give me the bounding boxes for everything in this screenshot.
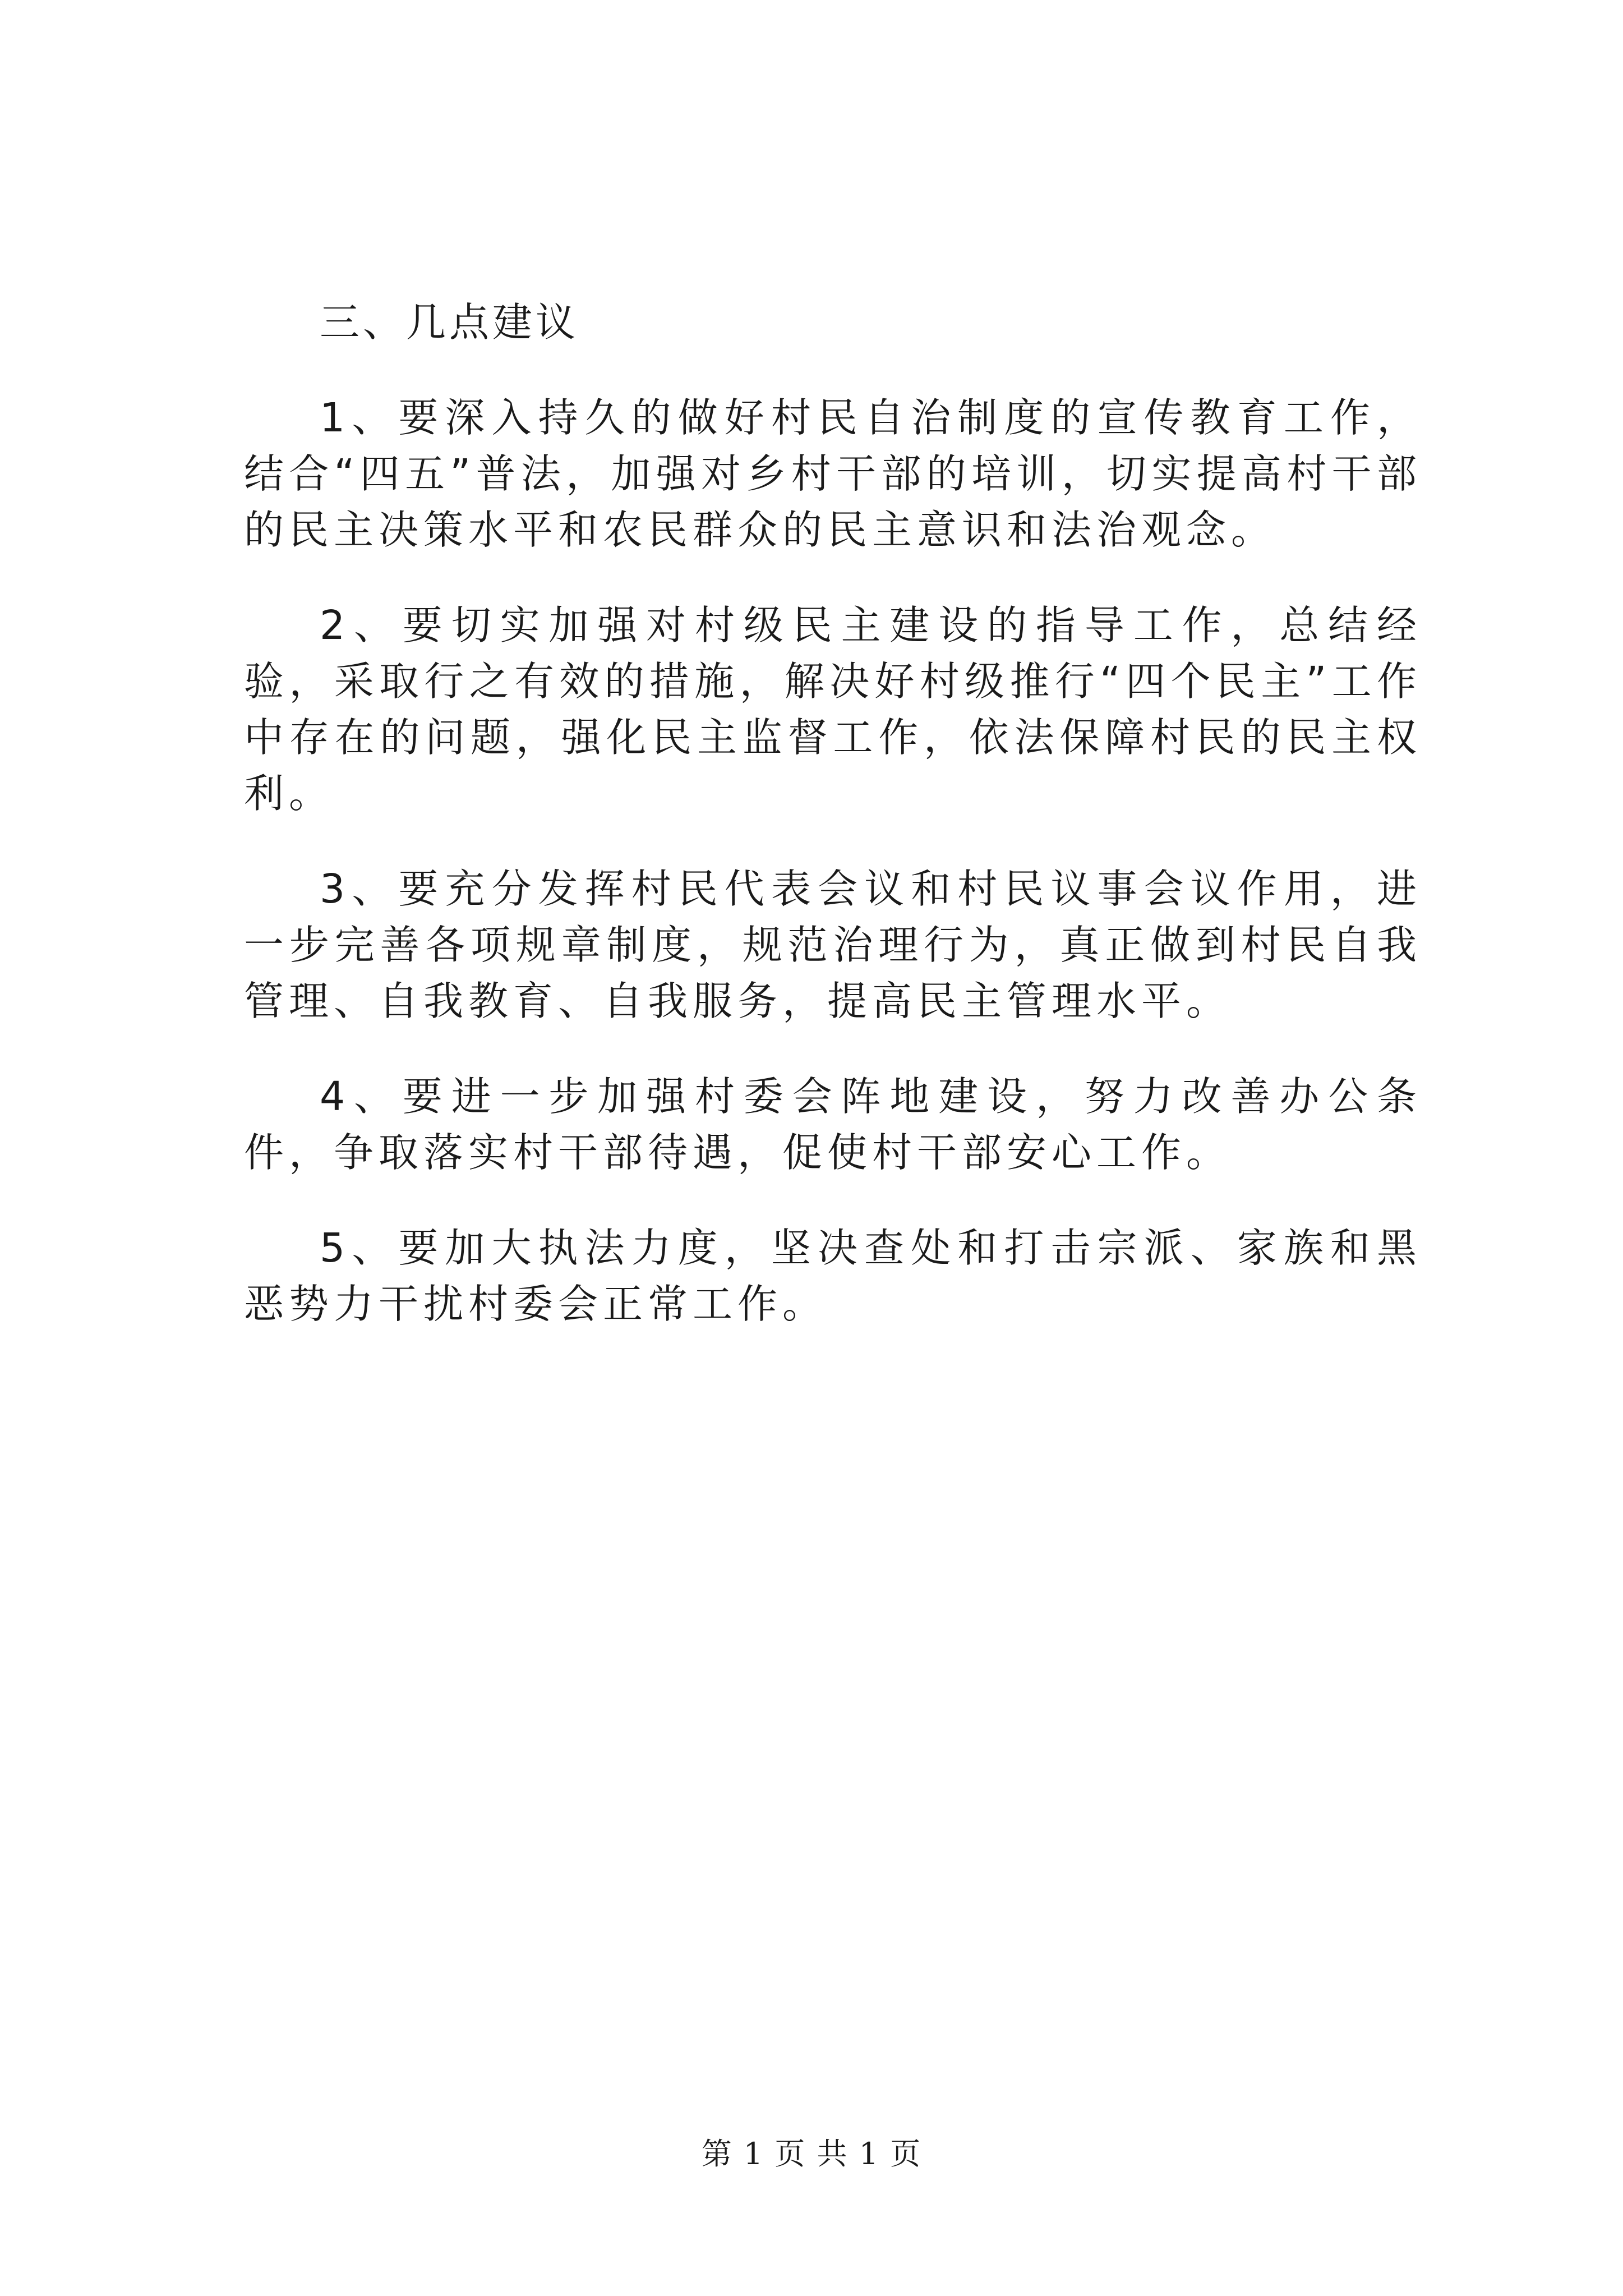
recommendation-paragraph-4: 4、要进一步加强村委会阵地建设，努力改善办公条件，争取落实村干部待遇，促使村干部安心工作。 [244, 1073, 1422, 1176]
recommendation-paragraph-5: 5、要加大执法力度，坚决查处和打击宗派、家族和黑恶势力干扰村委会正常工作。 [244, 1225, 1422, 1327]
document-body [244, 295, 1422, 1372]
section-heading: 三、几点建议 [320, 299, 579, 346]
recommendation-paragraph-3: 3、要充分发挥村民代表会议和村民议事会议作用，进一步完善各项规章制度，规范治理行为，真正做到村民自我管理、自我教育、自我服务，提高民主管理水平。 [244, 866, 1422, 1024]
recommendation-list [244, 390, 1422, 1332]
page-footer: 第 1 页 共 1 页 [701, 2136, 922, 2171]
recommendation-paragraph-1: 1、要深入持久的做好村民自治制度的宣传教育工作，结合“四五”普法，加强对乡村干部的培训，切实提高村干部的民主决策水平和农民群众的民主意识和法治观念。 [244, 394, 1422, 553]
recommendation-paragraph-2: 2、要切实加强对村级民主建设的指导工作，总结经验，采取行之有效的措施，解决好村级推行“四个民主”工作中存在的问题，强化民主监督工作，依法保障村民的民主权利。 [244, 602, 1422, 817]
